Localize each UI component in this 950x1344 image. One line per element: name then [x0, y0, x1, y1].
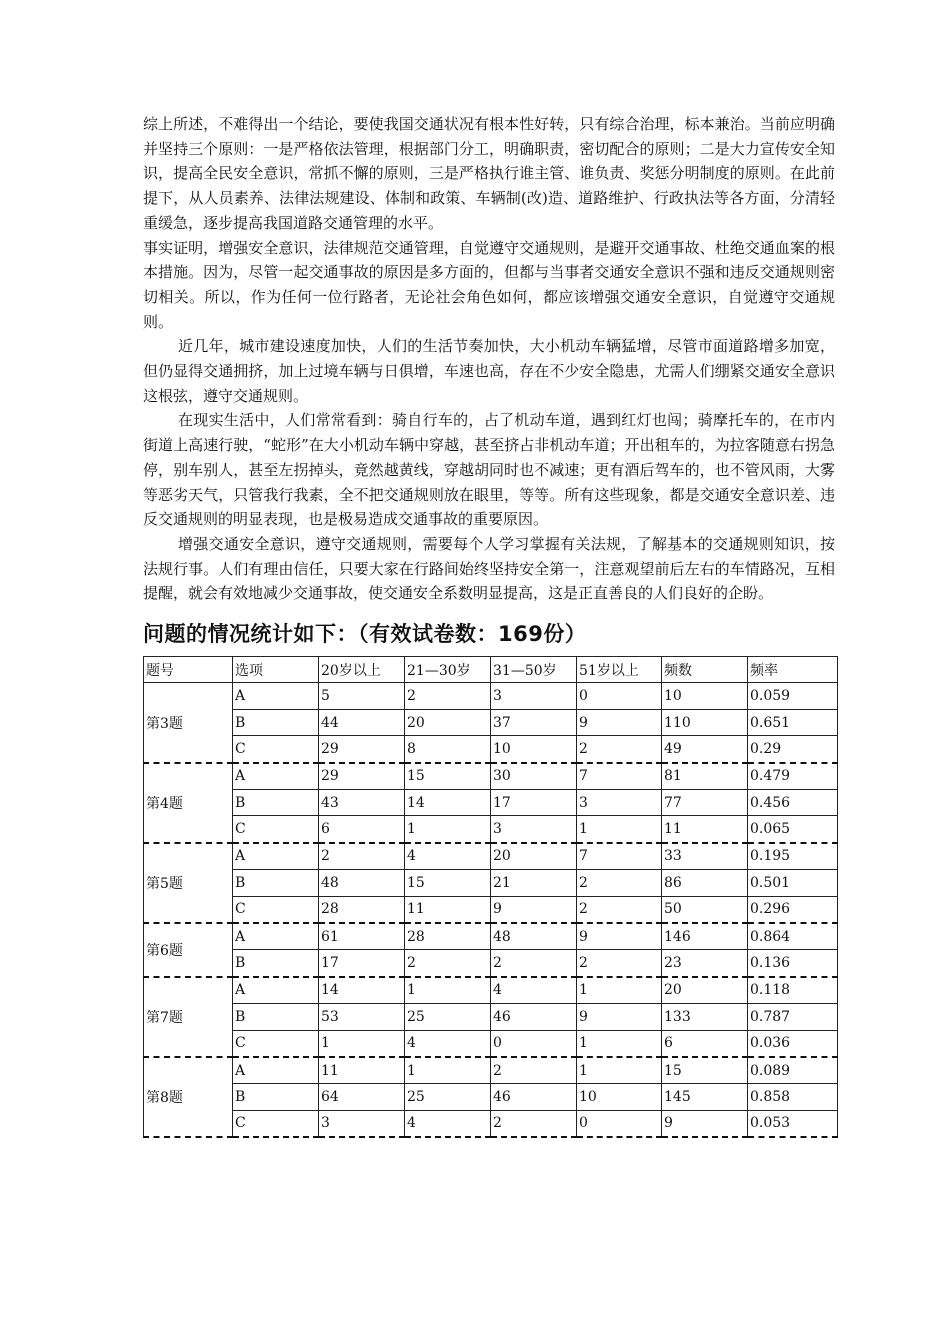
body-text	[143, 112, 835, 606]
header-row	[144, 657, 838, 683]
value-cell: 6	[319, 816, 405, 843]
value-cell: 2	[577, 950, 662, 977]
value-cell: 9	[577, 1004, 662, 1030]
value-cell: 53	[319, 1004, 405, 1030]
value-cell: 1	[405, 977, 491, 1004]
table-row	[144, 870, 838, 896]
paragraph: 增强交通安全意识，遵守交通规则，需要每个人学习掌握有关法规，了解基本的交通规则知识，按法规行事。人们有理由信任，只要大家在行路间始终坚持安全第一，注意观望前后左右的车情路况，互相提醒，就会有效地减少交通事故，使交通安全系数明显提高，这是正直善良的人们良好的企盼。	[143, 534, 835, 603]
value-cell: 0.651	[748, 709, 838, 735]
value-cell: 61	[319, 923, 405, 950]
paragraph: 事实证明，增强安全意识，法律规范交通管理，自觉遵守交通规则，是避开交通事故、杜绝交通血案的根本措施。因为，尽管一起交通事故的原因是多方面的，但都与当事者交通安全意识不强和违反交通规则密切相关。所以，作为任何一位行路者，无论社会角色如何，都应该增强交通安全意识，自觉遵守交通规则。	[143, 238, 835, 331]
value-cell: 43	[319, 790, 405, 816]
column-header: 频率	[748, 657, 838, 683]
value-cell: 11	[662, 816, 748, 843]
table-row	[144, 843, 838, 870]
option-cell: B	[233, 790, 319, 816]
document-page	[143, 112, 835, 1138]
value-cell: 10	[577, 1084, 662, 1110]
value-cell: 1	[577, 977, 662, 1004]
value-cell: 2	[491, 1057, 577, 1084]
value-cell: 133	[662, 1004, 748, 1030]
table-row	[144, 950, 838, 977]
value-cell: 10	[491, 736, 577, 763]
option-cell: A	[233, 763, 319, 790]
option-cell: C	[233, 736, 319, 763]
value-cell: 2	[577, 870, 662, 896]
value-cell: 15	[662, 1057, 748, 1084]
value-cell: 1	[577, 816, 662, 843]
table-row	[144, 763, 838, 790]
table-row	[144, 683, 838, 709]
paragraph: 在现实生活中，人们常常看到：骑自行车的，占了机动车道，遇到红灯也闯；骑摩托车的，在市内街道上高速行驶，“蛇形”在大小机动车辆中穿越，甚至挤占非机动车道；开出租车的，为拉客随意右拐急停，别车别人，甚至左拐掉头，竟然越黄线，穿越胡同时也不减速；更有酒后驾车的，也不管风雨，大雾等恶劣天气，只管我行我素，全不把交通规则放在眼里，等等。所有这些现象，都是交通安全意识差、违反交通规则的明显表现，也是极易造成交通事故的重要原因。	[143, 411, 835, 529]
value-cell: 11	[405, 896, 491, 923]
value-cell: 1	[577, 1030, 662, 1057]
question-label: 第7题	[144, 977, 233, 1057]
value-cell: 3	[491, 816, 577, 843]
option-cell: C	[233, 1030, 319, 1057]
value-cell: 50	[662, 896, 748, 923]
value-cell: 33	[662, 843, 748, 870]
question-label: 第6题	[144, 923, 233, 977]
value-cell: 86	[662, 870, 748, 896]
value-cell: 28	[405, 923, 491, 950]
column-header: 选项	[233, 657, 319, 683]
value-cell: 0.29	[748, 736, 838, 763]
value-cell: 1	[577, 1057, 662, 1084]
option-cell: A	[233, 843, 319, 870]
value-cell: 9	[577, 709, 662, 735]
table-row	[144, 1110, 838, 1137]
value-cell: 64	[319, 1084, 405, 1110]
option-cell: A	[233, 923, 319, 950]
value-cell: 14	[319, 977, 405, 1004]
column-header: 频数	[662, 657, 748, 683]
question-label: 第8题	[144, 1057, 233, 1137]
value-cell: 9	[662, 1110, 748, 1137]
value-cell: 0	[577, 683, 662, 709]
table-row	[144, 816, 838, 843]
option-cell: A	[233, 977, 319, 1004]
value-cell: 0.501	[748, 870, 838, 896]
option-cell: B	[233, 870, 319, 896]
option-cell: B	[233, 709, 319, 735]
table-row	[144, 736, 838, 763]
value-cell: 145	[662, 1084, 748, 1110]
table-row	[144, 896, 838, 923]
statistics-heading: 问题的情况统计如下：（有效试卷数：169份）	[143, 622, 587, 647]
value-cell: 0.065	[748, 816, 838, 843]
value-cell: 2	[491, 1110, 577, 1137]
question-label: 第5题	[144, 843, 233, 923]
table-row	[144, 1030, 838, 1057]
value-cell: 0.118	[748, 977, 838, 1004]
value-cell: 0.864	[748, 923, 838, 950]
value-cell: 10	[662, 683, 748, 709]
value-cell: 1	[319, 1030, 405, 1057]
value-cell: 21	[491, 870, 577, 896]
table-row	[144, 923, 838, 950]
value-cell: 17	[491, 790, 577, 816]
value-cell: 0.787	[748, 1004, 838, 1030]
value-cell: 2	[405, 683, 491, 709]
table-row	[144, 1004, 838, 1030]
value-cell: 2	[491, 950, 577, 977]
value-cell: 29	[319, 763, 405, 790]
value-cell: 2	[405, 950, 491, 977]
question-label: 第4题	[144, 763, 233, 843]
value-cell: 14	[405, 790, 491, 816]
option-cell: C	[233, 816, 319, 843]
value-cell: 0.053	[748, 1110, 838, 1137]
value-cell: 0.036	[748, 1030, 838, 1057]
table-row	[144, 709, 838, 735]
table-row	[144, 790, 838, 816]
value-cell: 48	[319, 870, 405, 896]
value-cell: 11	[319, 1057, 405, 1084]
value-cell: 28	[319, 896, 405, 923]
value-cell: 0.136	[748, 950, 838, 977]
value-cell: 0.456	[748, 790, 838, 816]
value-cell: 110	[662, 709, 748, 735]
question-label: 第3题	[144, 683, 233, 763]
value-cell: 2	[577, 896, 662, 923]
value-cell: 8	[405, 736, 491, 763]
value-cell: 20	[405, 709, 491, 735]
value-cell: 23	[662, 950, 748, 977]
value-cell: 46	[491, 1004, 577, 1030]
value-cell: 0	[577, 1110, 662, 1137]
value-cell: 0.479	[748, 763, 838, 790]
value-cell: 37	[491, 709, 577, 735]
table-row	[144, 977, 838, 1004]
column-header: 31—50岁	[491, 657, 577, 683]
value-cell: 30	[491, 763, 577, 790]
value-cell: 2	[319, 843, 405, 870]
value-cell: 2	[577, 736, 662, 763]
paragraph: 近几年，城市建设速度加快，人们的生活节奏加快，大小机动车辆猛增，尽管市面道路增多加宽，但仍显得交通拥挤，加上过境车辆与日俱增，车速也高，存在不少安全隐患，尤需人们绷紧交通安全意识这根弦，遵守交通规则。	[143, 337, 835, 405]
value-cell: 4	[405, 1030, 491, 1057]
value-cell: 15	[405, 763, 491, 790]
value-cell: 3	[577, 790, 662, 816]
value-cell: 9	[577, 923, 662, 950]
table-row	[144, 1084, 838, 1110]
value-cell: 81	[662, 763, 748, 790]
option-cell: A	[233, 683, 319, 709]
value-cell: 0.858	[748, 1084, 838, 1110]
value-cell: 4	[491, 977, 577, 1004]
option-cell: B	[233, 1084, 319, 1110]
value-cell: 0	[491, 1030, 577, 1057]
option-cell: B	[233, 1004, 319, 1030]
value-cell: 48	[491, 923, 577, 950]
option-cell: B	[233, 950, 319, 977]
paragraph: 综上所述，不难得出一个结论，要使我国交通状况有根本性好转，只有综合治理，标本兼治。当前应明确并坚持三个原则：一是严格依法管理，根据部门分工，明确职责，密切配合的原则；二是大力宣传安全知识，提高全民安全意识，常抓不懈的原则，三是严格执行谁主管、谁负责、奖惩分明制度的原则。在此前提下，从人员素养、法律法规建设、体制和政策、车辆制(改)造、道路维护、行政执法等各方面，分清轻重缓急，逐步提高我国道路交通管理的水平。	[143, 115, 835, 232]
value-cell: 9	[491, 896, 577, 923]
value-cell: 17	[319, 950, 405, 977]
option-cell: C	[233, 896, 319, 923]
value-cell: 25	[405, 1084, 491, 1110]
value-cell: 77	[662, 790, 748, 816]
value-cell: 0.089	[748, 1057, 838, 1084]
column-header: 21—30岁	[405, 657, 491, 683]
value-cell: 15	[405, 870, 491, 896]
value-cell: 3	[319, 1110, 405, 1137]
value-cell: 1	[405, 816, 491, 843]
value-cell: 7	[577, 763, 662, 790]
value-cell: 146	[662, 923, 748, 950]
value-cell: 44	[319, 709, 405, 735]
value-cell: 46	[491, 1084, 577, 1110]
column-header: 题号	[144, 657, 233, 683]
value-cell: 1	[405, 1057, 491, 1084]
value-cell: 4	[405, 1110, 491, 1137]
table-row	[144, 1057, 838, 1084]
value-cell: 20	[491, 843, 577, 870]
option-cell: C	[233, 1110, 319, 1137]
value-cell: 29	[319, 736, 405, 763]
value-cell: 49	[662, 736, 748, 763]
option-cell: A	[233, 1057, 319, 1084]
value-cell: 25	[405, 1004, 491, 1030]
value-cell: 0.195	[748, 843, 838, 870]
value-cell: 7	[577, 843, 662, 870]
value-cell: 0.296	[748, 896, 838, 923]
value-cell: 4	[405, 843, 491, 870]
value-cell: 6	[662, 1030, 748, 1057]
statistics-table	[143, 656, 838, 1138]
value-cell: 20	[662, 977, 748, 1004]
value-cell: 3	[491, 683, 577, 709]
column-header: 51岁以上	[577, 657, 662, 683]
value-cell: 5	[319, 683, 405, 709]
column-header: 20岁以上	[319, 657, 405, 683]
value-cell: 0.059	[748, 683, 838, 709]
